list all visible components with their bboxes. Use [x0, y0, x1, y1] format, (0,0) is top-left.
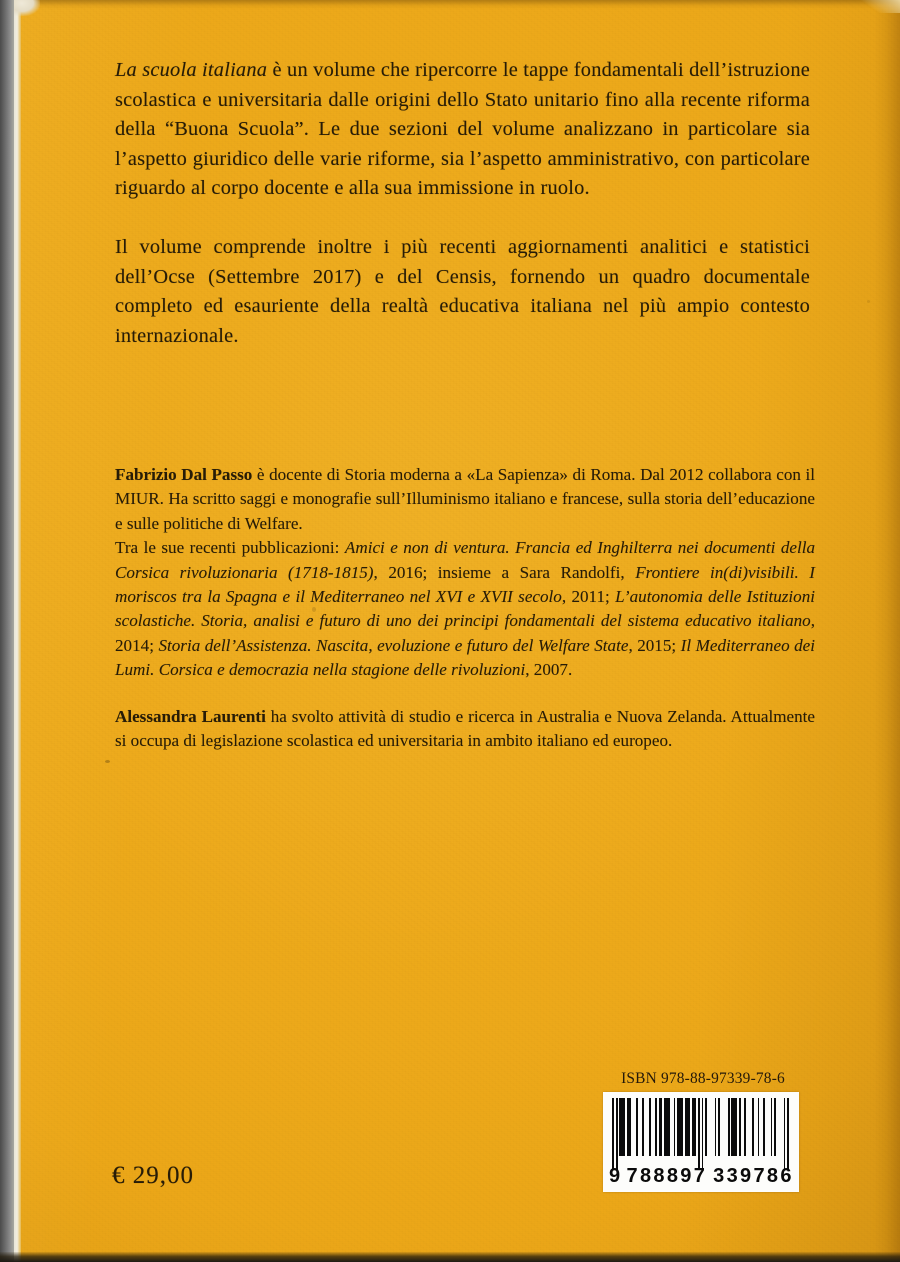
- publications-intro: Tra le sue recenti pubblicazioni:: [115, 538, 345, 558]
- author-bio-dal-passo-text: è docente di Storia moderna a «La Sapienza» di Roma. Dal 2012 collabora con il MIUR. Ha scritto saggi e monografie sull’Illuminismo italiano e francese, sulla storia dell’educazione e sulle politiche di Welfare.: [115, 465, 816, 533]
- scan-edge-left-light: [14, 0, 21, 1262]
- publication-title-3: L’autonomia delle Istituzioni scolastiche. Storia, analisi e futuro di uno dei principi fondamentali del sistema educativo italiano: [115, 587, 815, 631]
- barcode-digit-group: 7 8 8 8 9 7 3 3 9 7 8 6: [626, 1165, 792, 1187]
- scan-edge-top: [0, 0, 900, 9]
- publication-year-4: , 2015;: [628, 635, 681, 655]
- scan-edge-left-dark: [0, 0, 14, 1262]
- publication-year-5: , 2007.: [525, 660, 573, 680]
- publication-title-1: Amici e non di ventura. Francia ed Inghilterra nei documenti della Corsica rivoluzionaria (1718-1815): [115, 538, 816, 582]
- publication-title-5: Il Mediterraneo dei Lumi. Corsica e democrazia nella stagione delle rivoluzioni: [115, 635, 815, 680]
- blurb-block: [115, 56, 810, 351]
- barcode: [603, 1092, 799, 1192]
- barcode-bars: [612, 1098, 790, 1170]
- price-label: € 29,00: [112, 1162, 194, 1189]
- publication-title-4: Storia dell’Assistenza. Nascita, evoluzione e futuro del Welfare State: [158, 635, 629, 655]
- author-name-dal-passo: Fabrizio Dal Passo: [115, 465, 253, 484]
- book-title-italic: La scuola italiana: [115, 59, 268, 81]
- blurb-paragraph-2: Il volume comprende inoltre i più recenti aggiornamenti analitici e statistici dell’Ocse (Settembre 2017) e del Censis, fornendo un quadro documentale completo ed esauriente della realtà educativa italiana nel più ampio contesto internazionale.: [115, 235, 810, 347]
- bio-laurenti: [115, 705, 815, 754]
- author-bios-block: [115, 463, 815, 753]
- barcode-digits: [609, 1165, 793, 1188]
- scan-edge-right: [874, 0, 900, 1262]
- scan-corner-top-right: [854, 0, 900, 13]
- isbn-label: ISBN 978-88-97339-78-6: [621, 1070, 785, 1087]
- isbn-area: [603, 1070, 803, 1192]
- barcode-lead-digit: 9: [609, 1165, 621, 1187]
- scan-edge-bottom: [0, 1252, 900, 1262]
- blurb-paragraph-1-rest: è un volume che ripercorre le tappe fondamentali dell’istruzione scolastica e universitaria dalle origini dello Stato unitario fino alla recente riforma della “Buona Scuola”. Le due sezioni del volume analizzano in particolare sia l’aspetto giuridico delle varie riforme, sia l’aspetto amministrativo, con particolare riguardo al corpo docente e alla sua immissione in ruolo.: [115, 59, 810, 200]
- bio-dal-passo: [115, 463, 815, 536]
- bio-dal-passo-publications: [115, 536, 815, 682]
- publication-year-1: , 2016; insieme a Sara Randolfi,: [373, 562, 636, 582]
- publication-title-2: Frontiere in(di)visibili. I moriscos tra la Spagna e il Mediterraneo nel XVI e XVII secolo: [115, 562, 815, 607]
- author-name-laurenti: Alessandra Laurenti: [115, 706, 266, 726]
- scan-corner-top-left: [14, 0, 40, 16]
- blurb-paragraph-1: [115, 56, 810, 204]
- publication-year-3: , 2014;: [115, 611, 815, 655]
- author-bio-laurenti-text: ha svolto attività di studio e ricerca in Australia e Nuova Zelanda. Attualmente si occupa di legislazione scolastica ed universitaria in ambito italiano ed europeo.: [115, 706, 815, 751]
- publication-year-2: , 2011;: [561, 587, 616, 607]
